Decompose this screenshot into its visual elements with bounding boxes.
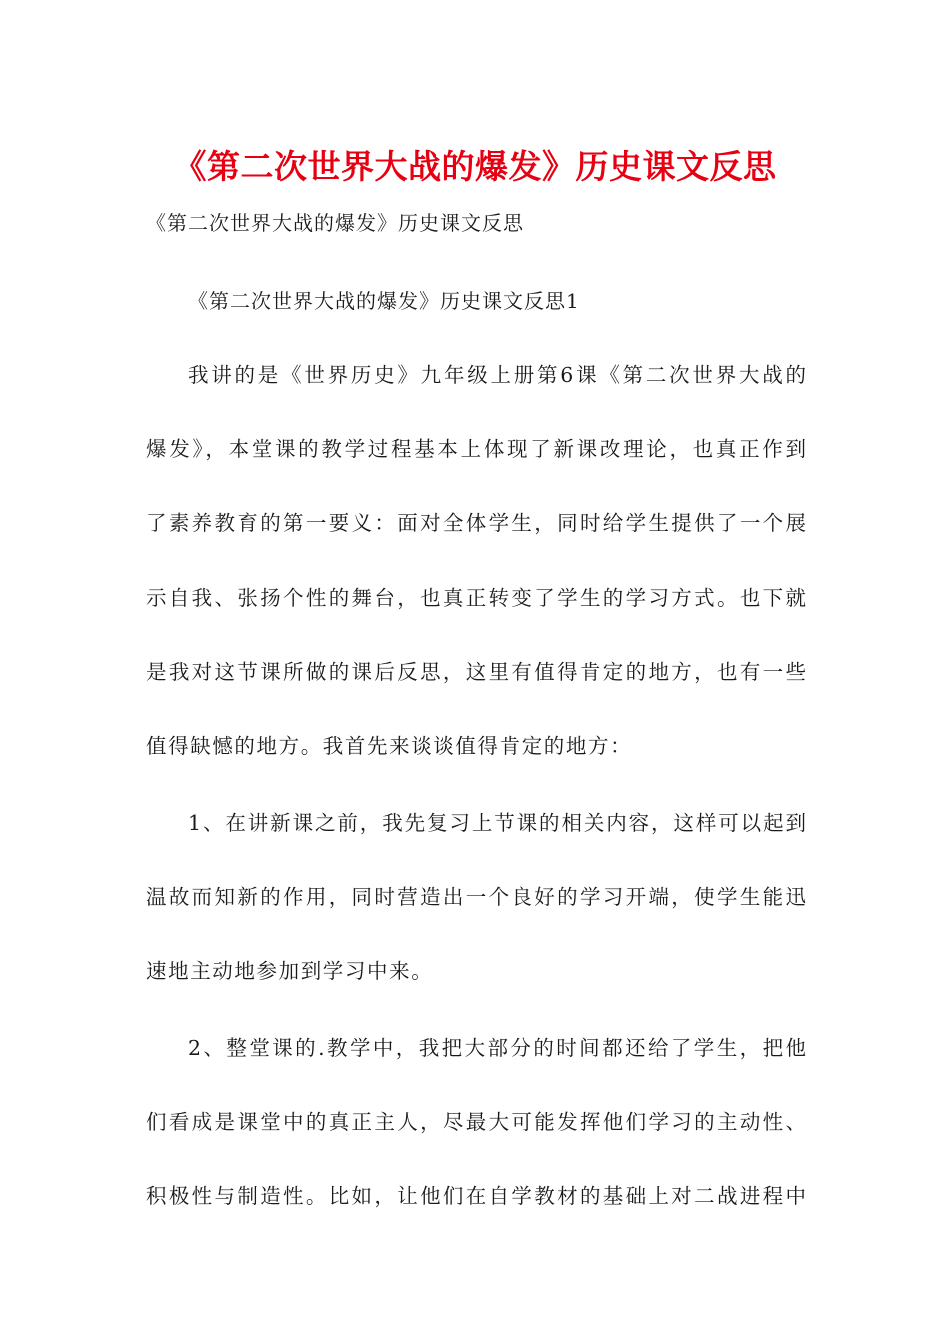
paragraph-line: 我讲的是《世界历史》九年级上册第6课《第二次世界大战的 (188, 363, 806, 387)
paragraph-line: 爆发》，本堂课的教学过程基本上体现了新课改理论，也真正作到 (146, 437, 806, 461)
document-subtitle: 《第二次世界大战的爆发》历史课文反思 (146, 211, 524, 235)
paragraph-line: 示自我、张扬个性的舞台，也真正转变了学生的学习方式。也下就 (146, 586, 806, 610)
paragraph-line: 值得缺憾的地方。我首先来谈谈值得肯定的地方： (146, 734, 633, 758)
paragraph-line: 速地主动地参加到学习中来。 (146, 959, 434, 983)
paragraph-line: 1、在讲新课之前，我先复习上节课的相关内容，这样可以起到 (188, 811, 806, 835)
paragraph-line: 温故而知新的作用，同时营造出一个良好的学习开端，使学生能迅 (146, 885, 806, 909)
paragraph-line: 2、整堂课的.教学中，我把大部分的时间都还给了学生，把他 (188, 1036, 806, 1060)
paragraph-line: 了素养教育的第一要义：面对全体学生，同时给学生提供了一个展 (146, 511, 806, 535)
paragraph-line: 积极性与制造性。比如，让他们在自学教材的基础上对二战进程中 (146, 1184, 806, 1208)
paragraph-line: 是我对这节课所做的课后反思，这里有值得肯定的地方，也有一些 (146, 660, 806, 684)
paragraph-line: 们看成是课堂中的真正主人，尽最大可能发挥他们学习的主动性、 (146, 1110, 806, 1134)
document-title: 《第二次世界大战的爆发》历史课文反思 (173, 147, 777, 186)
section-heading: 《第二次世界大战的爆发》历史课文反思1 (188, 289, 580, 313)
